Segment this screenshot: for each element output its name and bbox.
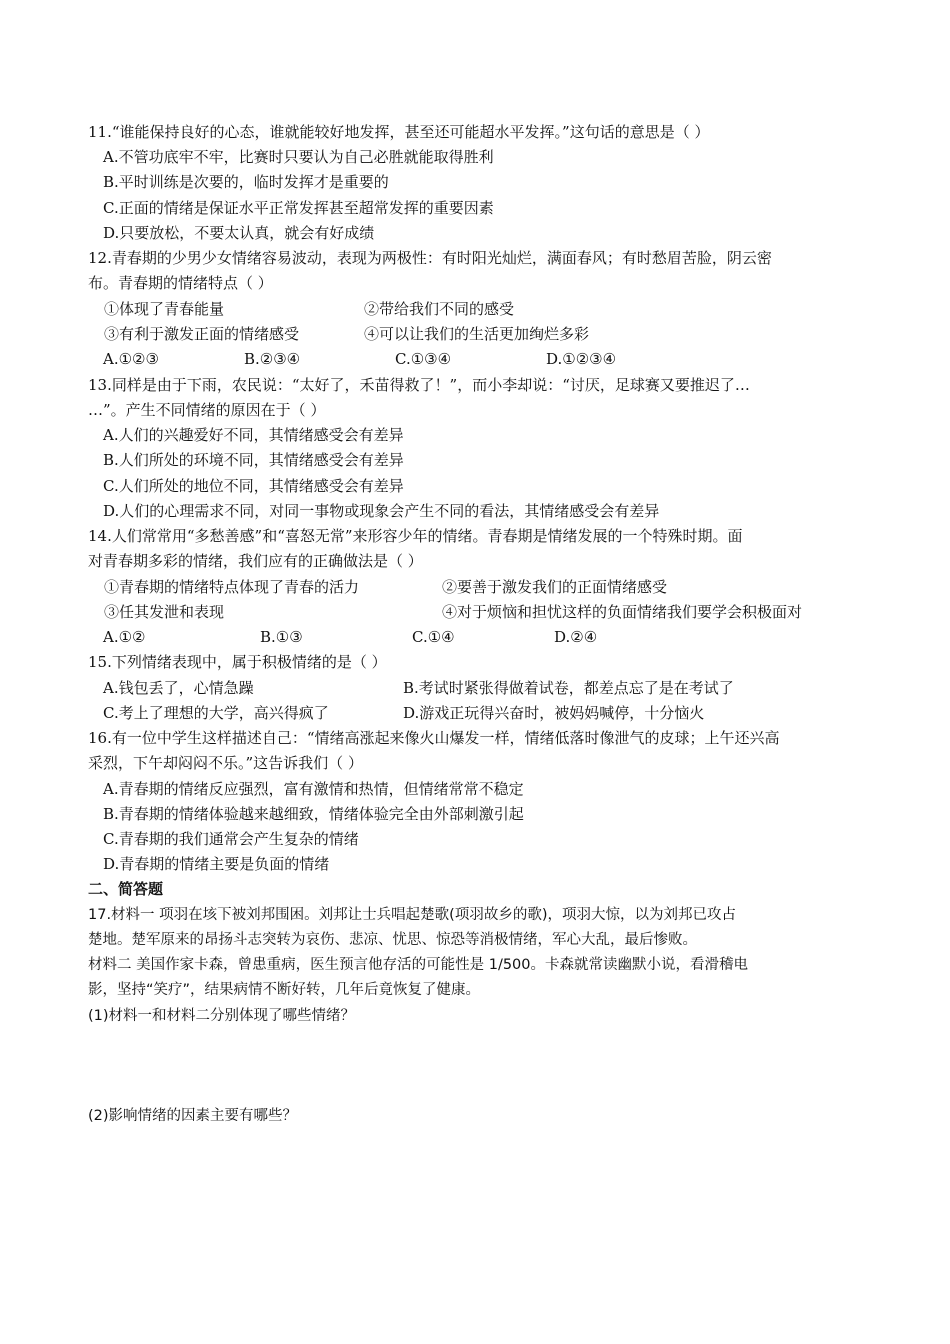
q17-subquestion-1: (1)材料一和材料二分别体现了哪些情绪？ xyxy=(88,1008,356,1024)
q11-option-d: D.只要放松，不要太认真，就会有好成绩 xyxy=(103,224,375,242)
q17-material2-line1: 材料二 美国作家卡森，曾患重病，医生预言他存活的可能性是 1/500。卡森就常读幽默小说，看滑稽电 xyxy=(88,957,749,973)
q14-stem-line1: 14.人们常常用“多愁善感”和“喜怒无常”来形容少年的情绪。青春期是情绪发展的一个特殊时期。面 xyxy=(88,527,743,545)
q13-option-b: B.人们所处的环境不同，其情绪感受会有差异 xyxy=(103,451,404,469)
q17-material1-line2: 楚地。楚军原来的昂扬斗志突转为哀伤、悲凉、忧思、惊恐等消极情绪，军心大乱，最后惨败。 xyxy=(88,932,697,948)
q11-stem: 11.“谁能保持良好的心态，谁就能较好地发挥，甚至还可能超水平发挥。”这句话的意思是（ ） xyxy=(88,123,710,141)
q13-option-d: D.人们的心理需求不同，对同一事物或现象会产生不同的看法，其情绪感受会有差异 xyxy=(103,502,660,520)
q17-material2-line2: 影，坚持“笑疗”，结果病情不断好转，几年后竟恢复了健康。 xyxy=(88,982,481,998)
q16-option-a: A.青春期的情绪反应强烈，富有激情和热情，但情绪常常不稳定 xyxy=(103,780,524,798)
q11-option-a: A.不管功底牢不牢，比赛时只要认为自己必胜就能取得胜利 xyxy=(103,148,494,166)
q14-statement-3: ③任其发泄和表现 xyxy=(104,603,225,621)
q12-statement-3: ③有利于激发正面的情绪感受 xyxy=(104,325,300,343)
q14-option-a: A.①② xyxy=(103,628,146,646)
q16-stem-line2: 采烈，下午却闷闷不乐。”这告诉我们（ ） xyxy=(88,754,363,772)
q16-option-b: B.青春期的情绪体验越来越细致，情绪体验完全由外部刺激引起 xyxy=(103,805,524,823)
q13-option-c: C.人们所处的地位不同，其情绪感受会有差异 xyxy=(103,477,404,495)
q15-stem: 15.下列情绪表现中，属于积极情绪的是（ ） xyxy=(88,653,387,671)
q12-option-a: A.①②③ xyxy=(103,350,159,368)
q14-option-d: D.②④ xyxy=(554,628,598,646)
q14-option-b: B.①③ xyxy=(260,628,303,646)
q15-option-b: B.考试时紧张得做着试卷，都差点忘了是在考试了 xyxy=(403,679,734,697)
q12-stem-line2: 布。青春期的情绪特点（ ） xyxy=(88,274,273,292)
q15-option-a: A.钱包丢了，心情急躁 xyxy=(103,679,254,697)
q14-statement-4: ④对于烦恼和担忧这样的负面情绪我们要学会积极面对 xyxy=(442,603,803,621)
q12-option-b: B.②③④ xyxy=(244,350,301,368)
q12-statement-1: ①体现了青春能量 xyxy=(104,300,225,318)
q17-subquestion-2: (2)影响情绪的因素主要有哪些？ xyxy=(88,1108,298,1124)
q16-option-d: D.青春期的情绪主要是负面的情绪 xyxy=(103,855,330,873)
q15-option-c: C.考上了理想的大学，高兴得疯了 xyxy=(103,704,329,722)
q16-option-c: C.青春期的我们通常会产生复杂的情绪 xyxy=(103,830,359,848)
q13-option-a: A.人们的兴趣爱好不同，其情绪感受会有差异 xyxy=(103,426,404,444)
q12-statement-4: ④可以让我们的生活更加绚烂多彩 xyxy=(364,325,590,343)
q16-stem-line1: 16.有一位中学生这样描述自己：“情绪高涨起来像火山爆发一样，情绪低落时像泄气的皮球；上午还兴高 xyxy=(88,729,780,747)
q12-statement-2: ②带给我们不同的感受 xyxy=(364,300,515,318)
q12-stem-line1: 12.青春期的少男少女情绪容易波动，表现为两极性：有时阳光灿烂，满面春风；有时愁眉苦脸，阴云密 xyxy=(88,249,772,267)
q12-option-c: C.①③④ xyxy=(395,350,452,368)
q11-option-c: C.正面的情绪是保证水平正常发挥甚至超常发挥的重要因素 xyxy=(103,199,494,217)
q13-stem-line1: 13.同样是由于下雨，农民说：“太好了，禾苗得救了！”，而小李却说：“讨厌，足球赛又要推迟了… xyxy=(88,376,750,394)
q14-statement-2: ②要善于激发我们的正面情绪感受 xyxy=(442,578,668,596)
q14-option-c: C.①④ xyxy=(412,628,455,646)
q11-option-b: B.平时训练是次要的，临时发挥才是重要的 xyxy=(103,173,389,191)
q14-stem-line2: 对青春期多彩的情绪，我们应有的正确做法是（ ） xyxy=(88,552,423,570)
q14-statement-1: ①青春期的情绪特点体现了青春的活力 xyxy=(104,578,360,596)
section-heading-short-answer: 二、简答题 xyxy=(88,880,164,898)
q15-option-d: D.游戏正玩得兴奋时，被妈妈喊停，十分恼火 xyxy=(403,704,705,722)
q13-stem-line2: …”。产生不同情绪的原因在于（ ） xyxy=(88,401,326,419)
q12-option-d: D.①②③④ xyxy=(546,350,617,368)
q17-material1-line1: 17.材料一 项羽在垓下被刘邦围困。刘邦让士兵唱起楚歌(项羽故乡的歌)，项羽大惊，以为刘邦已攻占 xyxy=(88,907,736,923)
